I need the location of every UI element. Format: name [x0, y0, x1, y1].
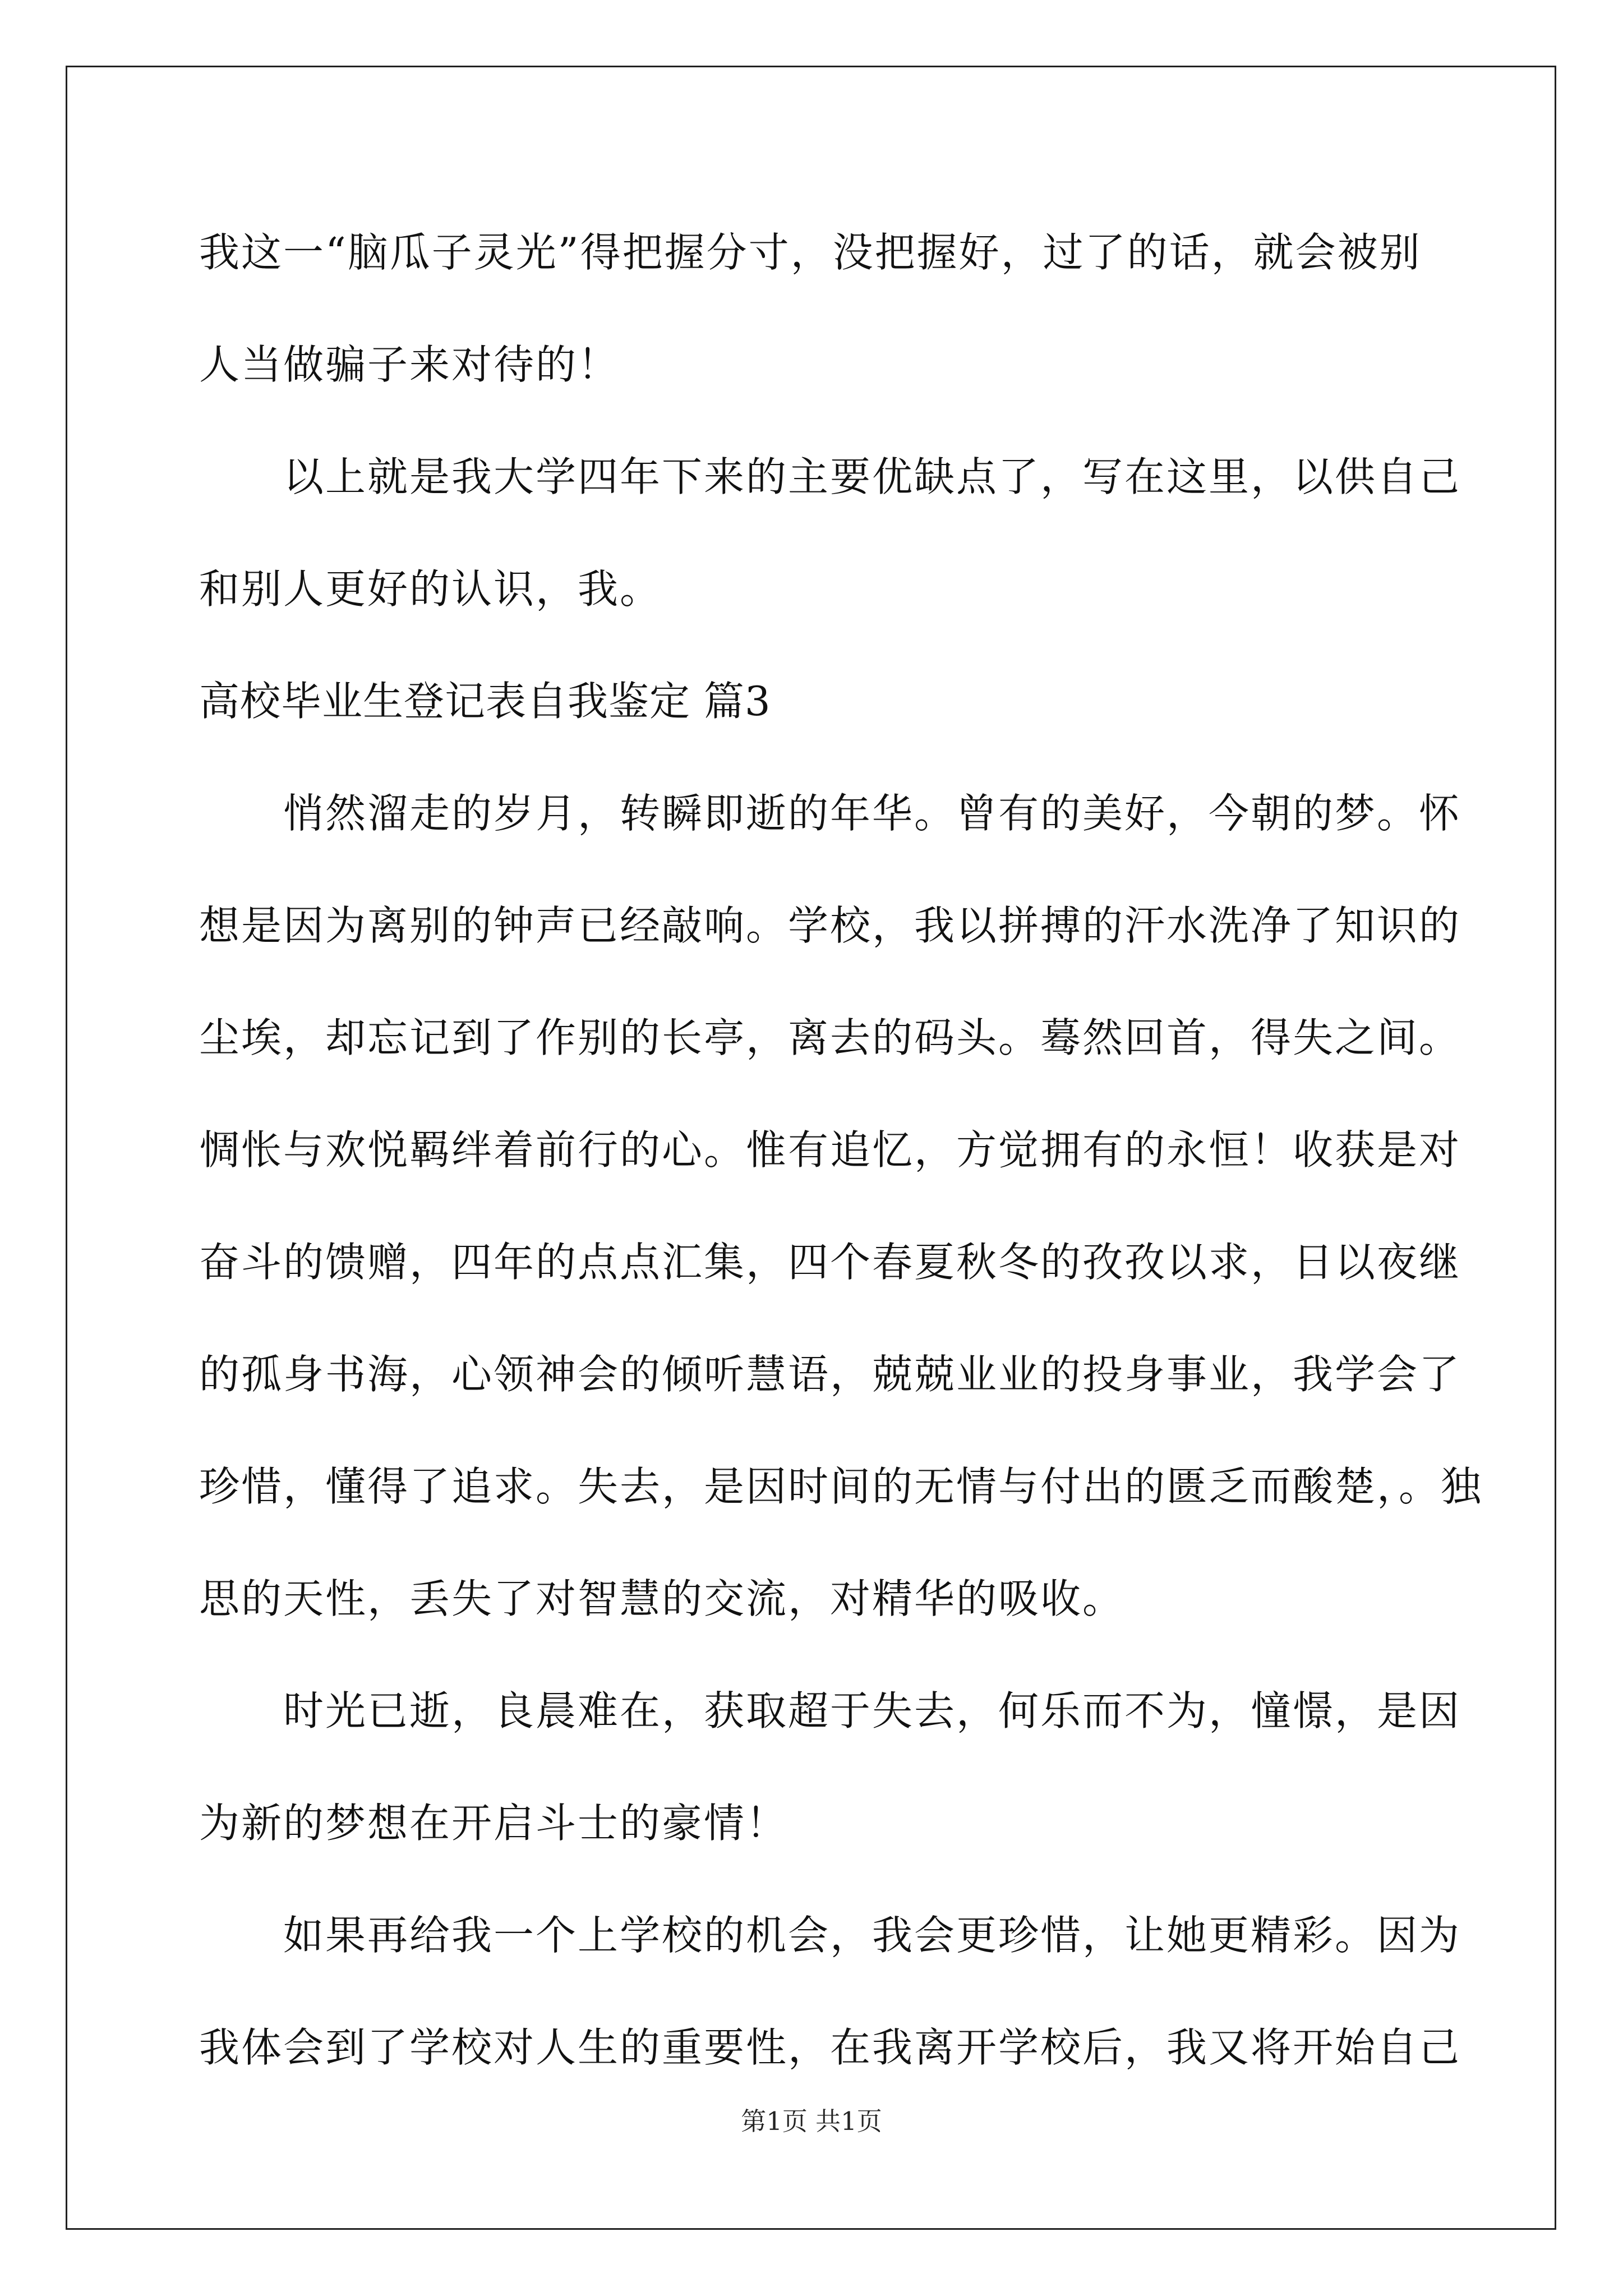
text-line-8: 尘埃，却忘记到了作别的长亭，离去的码头。蓦然回首，得失之间。 [199, 1014, 1461, 1061]
text-line-6: 悄然溜走的岁月，转瞬即逝的年华。曾有的美好，今朝的梦。怀 [283, 790, 1461, 837]
text-line-10: 奋斗的馈赠，四年的点点汇集，四个春夏秋冬的孜孜以求，日以夜继 [199, 1239, 1461, 1286]
text-line-11: 的孤身书海，心领神会的倾听慧语，兢兢业业的投身事业，我学会了 [199, 1351, 1461, 1398]
text-line-4: 和别人更好的认识，我。 [199, 565, 662, 613]
text-line-14: 时光已逝，良晨难在，获取超于失去，何乐而不为，憧憬，是因 [283, 1687, 1461, 1734]
text-line-16: 如果再给我一个上学校的机会，我会更珍惜，让她更精彩。因为 [283, 1912, 1461, 1959]
text-line-15: 为新的梦想在开启斗士的豪情！ [199, 1800, 789, 1847]
section-heading: 高校毕业生登记表自我鉴定 篇3 [199, 678, 771, 725]
text-line-17: 我体会到了学校对人生的重要性，在我离开学校后，我又将开始自己 [199, 2024, 1461, 2071]
text-line-13: 思的天性，丢失了对智慧的交流，对精华的吸收。 [199, 1575, 1125, 1622]
document-body [199, 213, 1483, 2120]
text-line-7: 想是因为离别的钟声已经敲响。学校，我以拼搏的汗水洗净了知识的 [199, 902, 1461, 949]
text-line-12: 珍惜，懂得了追求。失去，是因时间的无情与付出的匮乏而酸楚，。独 [199, 1463, 1483, 1510]
text-line-9: 惆怅与欢悦羁绊着前行的心。惟有追忆，方觉拥有的永恒！收获是对 [199, 1126, 1461, 1174]
text-line-1: 我这一“脑瓜子灵光”得把握分寸，没把握好，过了的话，就会被别 [199, 229, 1422, 276]
text-line-3: 以上就是我大学四年下来的主要优缺点了，写在这里，以供自己 [283, 453, 1461, 500]
page-footer: 第1页 共1页 [741, 2106, 882, 2136]
text-line-2: 人当做骗子来对待的！ [199, 341, 620, 388]
